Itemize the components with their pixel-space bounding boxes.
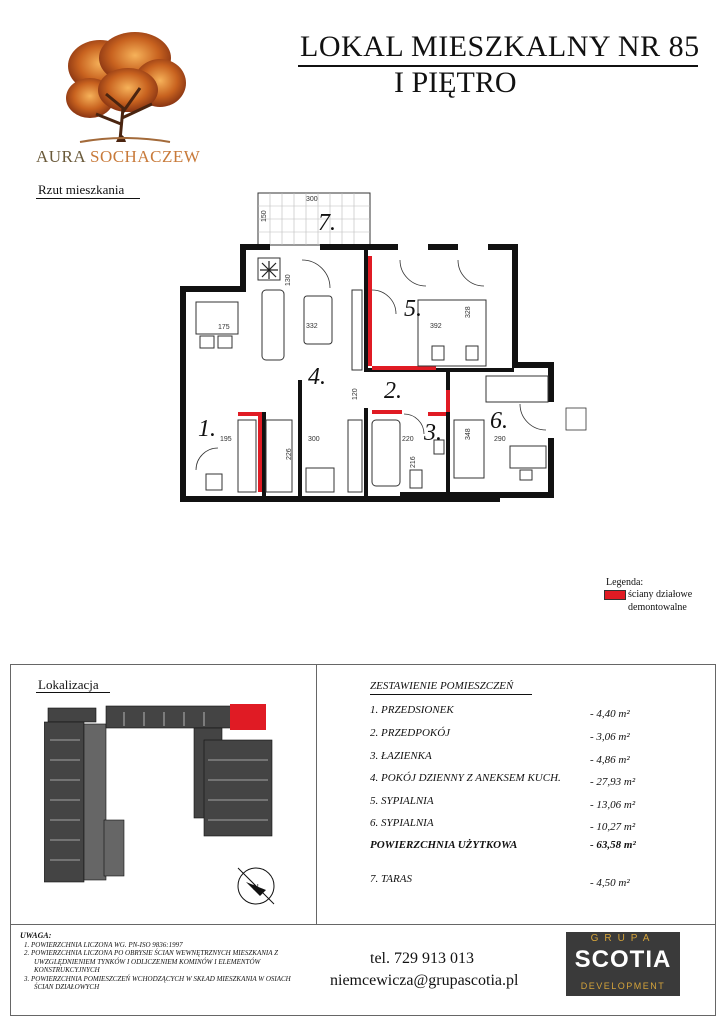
notes-title: UWAGA: (20, 931, 52, 940)
dim-label: 195 (220, 436, 232, 443)
divider (10, 924, 716, 925)
dim-label: 130 (285, 274, 292, 286)
divider (316, 664, 317, 924)
rooms-title-underline (370, 694, 532, 695)
dim-label: 392 (430, 323, 442, 330)
room-name: 6. SYPIALNIA (370, 817, 434, 829)
room-area: - 13,06 m² (590, 799, 636, 811)
dim-label: 150 (261, 210, 268, 222)
room-area: - 4,40 m² (590, 708, 630, 720)
dim-label: 300 (308, 436, 320, 443)
room-number-6: 6. (490, 408, 508, 434)
total-area-value: - 63,58 m² (590, 839, 636, 851)
room-name: 2. PRZEDPOKÓJ (370, 727, 451, 739)
site-plan (44, 700, 304, 910)
developer-logo-top: GRUPA (590, 933, 656, 944)
compass-icon (238, 868, 274, 904)
developer-logo-bottom: DEVELOPMENT (580, 981, 666, 991)
note-item: 2. POWIERZCHNIA LICZONA PO OBRYSIE ŚCIAN WEWNĘTRZNYCH MIESZKANIA Z UWZGLĘDNIENIEM TYNKÓW I ODLICZENIEM KOMINÓW I ELEMENTÓW KONSTRUKCYJNYCH (24, 949, 279, 974)
room-number-2: 2. (384, 378, 402, 404)
apartment-highlight (230, 704, 266, 730)
dim-label: 290 (494, 436, 506, 443)
plant-icon (260, 261, 278, 279)
contact-email[interactable]: niemcewicza@grupascotia.pl (330, 972, 519, 989)
room-name: 3. ŁAZIENKA (370, 750, 432, 762)
note-item: 3. POWIERZCHNIA POMIESZCZEŃ WCHODZĄCYCH W SKŁAD MIESZKANIA W OSIACH ŚCIAN DZIAŁOWYCH (24, 974, 291, 991)
demountable-walls (238, 256, 450, 492)
total-area-label: POWIERZCHNIA UŻYTKOWA (370, 839, 518, 851)
brand-name-part2: SOCHACZEW (89, 147, 201, 166)
dim-label: 332 (306, 323, 318, 330)
legend-line2: demontowalne (628, 602, 687, 613)
dim-label: 220 (402, 436, 414, 443)
dim-label: 348 (465, 428, 472, 440)
room-number-4: 4. (308, 364, 326, 390)
terrace-name: 7. TARAS (370, 873, 412, 885)
room-number-5: 5. (404, 296, 422, 322)
location-label-underline (36, 692, 110, 693)
room-area: - 10,27 m² (590, 821, 636, 833)
room-number-1: 1. (198, 416, 216, 442)
floor-label: I PIĘTRO (394, 66, 517, 99)
dim-label: 300 (306, 196, 318, 203)
room-number-3: 3. (424, 420, 442, 446)
room-area: - 3,06 m² (590, 731, 630, 743)
dim-label: 328 (465, 306, 472, 318)
room-name: 1. PRZEDSIONEK (370, 704, 454, 716)
rooms-title: ZESTAWIENIE POMIESZCZEŃ (370, 680, 514, 692)
legend-text (628, 588, 692, 614)
developer-logo-name: SCOTIA (574, 946, 672, 973)
plan-label: Rzut mieszkania (38, 182, 125, 197)
legend-title: Legenda: (606, 577, 644, 588)
room-name: 5. SYPIALNIA (370, 795, 434, 807)
window-symbol (566, 408, 586, 430)
legend-swatch (604, 590, 626, 600)
page-title: LOKAL MIESZKALNY NR 85 (300, 30, 700, 63)
room-number-7: 7. (318, 210, 336, 236)
svg-text:N: N (253, 883, 259, 892)
room-area: - 27,93 m² (590, 776, 636, 788)
room-name: 4. POKÓJ DZIENNY Z ANEKSEM KUCH. (370, 772, 561, 784)
location-label: Lokalizacja (38, 677, 99, 692)
legend-line1: ściany działowe (628, 589, 693, 600)
contact-phone: tel. 729 913 013 (370, 950, 474, 967)
dim-label: 175 (218, 324, 230, 331)
dim-label: 216 (410, 456, 417, 468)
inner-walls (262, 250, 514, 498)
terrace-area: - 4,50 m² (590, 877, 630, 889)
room-area: - 4,86 m² (590, 754, 630, 766)
dim-label: 120 (352, 388, 359, 400)
notes (20, 932, 310, 992)
brand-name-part1: AURA (36, 147, 90, 166)
dim-label: 226 (286, 448, 293, 460)
note-item: 1. POWIERZCHNIA LICZONA WG. PN-ISO 9836:1997 (24, 940, 183, 949)
